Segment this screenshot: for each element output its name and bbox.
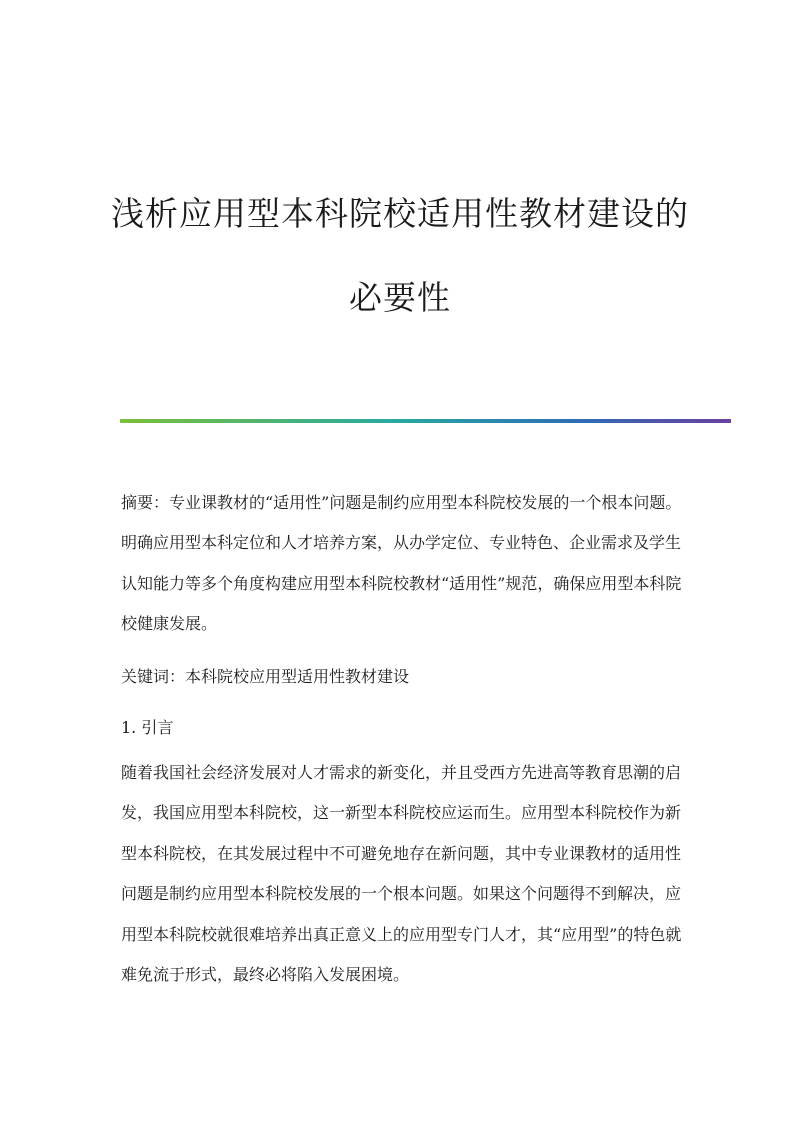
intro-paragraph: 随着我国社会经济发展对人才需求的新变化，并且受西方先进高等教育思潮的启发，我国应用型本科院校，这一新型本科院校应运而生。应用型本科院校作为新型本科院校，在其发展过程中不可避免地存在新问题，其中专业课教材的适用性问题是制约应用型本科院校发展的一个根本问题。如果这个问题得不到解决，应用型本科院校就很难培养出真正意义上的应用型专门人才，其“应用型”的特色就难免流于形式，最终必将陷入发展困境。 bbox=[121, 763, 682, 985]
document-title-line-1: 浅析应用型本科院校适用性教材建设的 bbox=[111, 194, 689, 233]
abstract-paragraph: 摘要：专业课教材的“适用性”问题是制约应用型本科院校发展的一个根本问题。明确应用型本科定位和人才培养方案，从办学定位、专业特色、企业需求及学生认知能力等多个角度构建应用型本科院校教材“适用性”规范，确保应用型本科院校健康发展。 bbox=[121, 493, 682, 634]
document-title-line-2: 必要性 bbox=[349, 278, 451, 317]
section-heading: 1. 引言 bbox=[121, 718, 174, 737]
title-divider bbox=[120, 419, 731, 423]
keywords-line: 关键词：本科院校应用型适用性教材建设 bbox=[121, 667, 410, 686]
